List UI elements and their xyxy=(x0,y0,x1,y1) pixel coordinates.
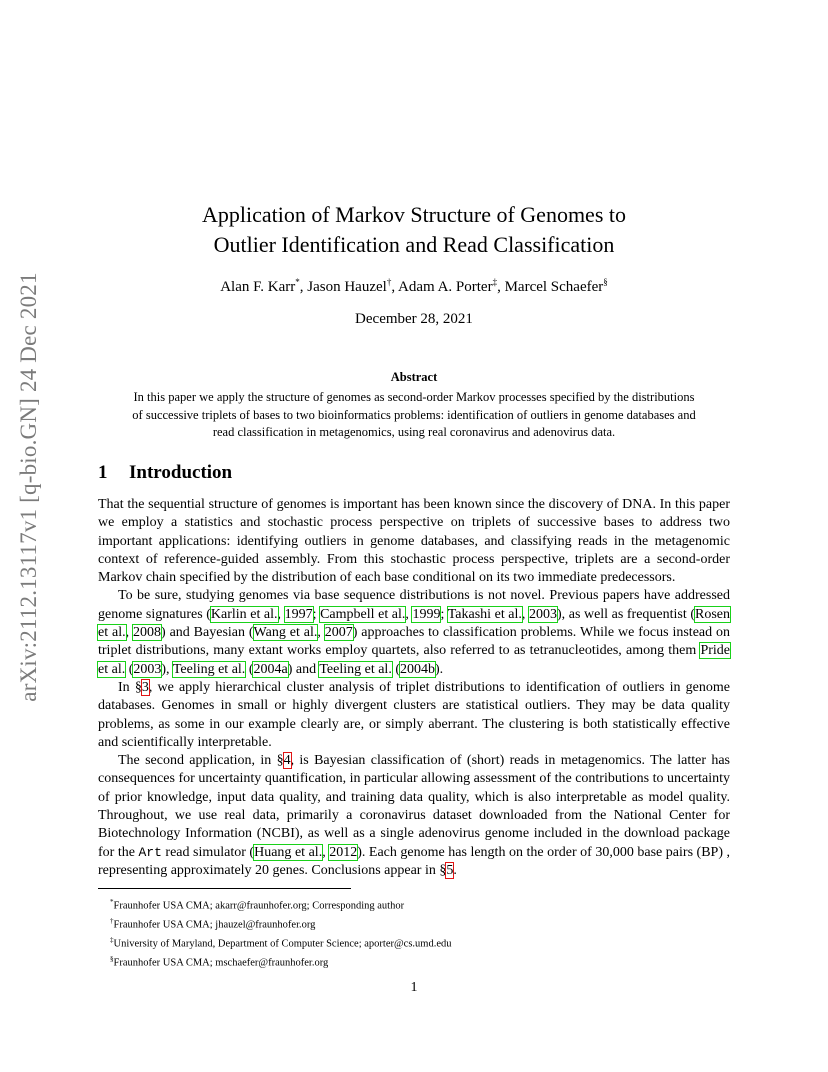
author-separator: , xyxy=(391,279,398,295)
citation-link[interactable]: Teeling et al. xyxy=(319,661,392,677)
footnote xyxy=(110,895,452,914)
section-heading xyxy=(98,462,232,484)
citation-link[interactable]: Karlin et al. xyxy=(210,606,278,622)
footnote xyxy=(110,952,452,971)
citation-link[interactable]: Rosen et al. xyxy=(98,606,730,641)
author-name: Marcel Schaefer xyxy=(504,279,604,295)
citation-link[interactable]: Wang et al. xyxy=(253,625,318,641)
citation-link[interactable]: 2008 xyxy=(133,625,162,641)
footnote-mark: § xyxy=(110,954,114,963)
footnote-mark: * xyxy=(110,898,114,906)
citation-link[interactable]: 2004a xyxy=(253,661,288,677)
section-ref-link[interactable]: 3 xyxy=(141,679,149,695)
paragraph-4: The second application, in §4, is Bayesian classification of (short) reads in metagenomics. The latter has consequences for uncertainty quantification, in particular allowing assessment of the contributions to uncertainty of prior knowledge, input data quality, and training data quality, which is also interpretable as model quality. Throughout, we use real data, primarily a coronavirus dataset downloaded from the National Center for Biotechnology Information (NCBI), as well as a single adenovirus genome included in the download package for the Art read simulator (Huang et al., 2012). Each genome has length on the order of 30,000 base pairs (BP) , representing approximately 20 genes. Conclusions appear in §5. xyxy=(98,753,731,878)
footnote xyxy=(110,933,452,952)
abstract-text: In this paper we apply the structure of genomes as second-order Markov processes specified by the distributions of successive triplets of bases to two bioinformatics problems: identification of outliers in genome databases and read classification in metagenomics, using real coronavirus and adenovirus data. xyxy=(132,390,696,439)
page-number: 1 xyxy=(410,980,418,995)
author-list xyxy=(0,277,828,296)
author-separator: , xyxy=(299,279,308,295)
citation-link[interactable]: Teeling et al. xyxy=(172,661,246,677)
code-art: Art xyxy=(138,844,162,860)
author-separator: , xyxy=(497,279,505,295)
citation-link[interactable]: 2012 xyxy=(329,844,358,860)
citation-link[interactable]: 2004b xyxy=(400,661,435,677)
abstract-heading: Abstract xyxy=(390,370,438,384)
footnote-rule xyxy=(98,888,351,889)
section-ref-link[interactable]: 5 xyxy=(446,862,454,878)
footnote-mark: † xyxy=(110,916,114,925)
author-footnote-mark[interactable]: § xyxy=(603,277,608,287)
footnote-text: Fraunhofer USA CMA; akarr@fraunhofer.org; Corresponding author xyxy=(113,900,405,912)
citation-link[interactable]: Huang et al. xyxy=(254,844,323,860)
paper-title xyxy=(0,200,828,260)
footnote-text: Fraunhofer USA CMA; jhauzel@fraunhofer.org xyxy=(113,919,316,931)
arxiv-stamp-text: arXiv:2112.13117v1 [q-bio.GN] 24 Dec 2021 xyxy=(16,271,41,702)
paragraph-3: In §3, we apply hierarchical cluster analysis of triplet distributions to identification of outliers in genome databases. Genomes in small or highly divergent clusters are statistical outliers. They may be data quality problems, as some in our example clearly are, or simply aberrant. The clustering is both statistically effective and scientifically interpretable. xyxy=(98,679,730,750)
footnote-text: University of Maryland, Department of Computer Science; aporter@cs.umd.edu xyxy=(113,938,452,950)
footnote-mark: ‡ xyxy=(110,935,114,944)
citation-link[interactable]: Campbell et al. xyxy=(320,606,406,622)
title-line-2: Outlier Identification and Read Classification xyxy=(213,232,615,257)
footnote xyxy=(110,914,452,933)
section-ref-link[interactable]: 4 xyxy=(283,753,291,769)
section-number: 1 xyxy=(98,462,108,483)
section-title: Introduction xyxy=(129,462,233,483)
footnote-text: Fraunhofer USA CMA; mschaefer@fraunhofer.org xyxy=(113,957,329,969)
title-line-1: Application of Markov Structure of Genomes to xyxy=(201,202,626,227)
author-name: Adam A. Porter xyxy=(398,279,493,295)
body-text xyxy=(98,496,730,880)
author-name: Alan F. Karr xyxy=(220,279,296,295)
author-name: Jason Hauzel xyxy=(307,279,387,295)
citation-link[interactable]: Pride et al. xyxy=(98,643,730,677)
author-footnote-mark[interactable]: ‡ xyxy=(492,277,498,287)
citation-link[interactable]: 1997 xyxy=(284,606,313,622)
citation-link[interactable]: 1999 xyxy=(412,606,441,622)
citation-link[interactable]: 2007 xyxy=(324,625,353,641)
citation-link[interactable]: Takashi et al. xyxy=(447,606,522,622)
citation-link[interactable]: 2003 xyxy=(133,661,162,677)
author-footnote-mark[interactable]: † xyxy=(386,277,392,287)
paragraph-2: To be sure, studying genomes via base sequence distributions is not novel. Previous papers have addressed genome signatures (Karlin et al., 1997; Campbell et al., 1999; Takashi et al., 2003), as well as frequentist (Rosen et al., 2008) and Bayesian (Wang et al., 2007) approaches to classification problems. While we focus instead on triplet distributions, many extant works employ quartets, also referred to as tetranucleotides, among them Pride et al. (2003), Teeling et al. (2004a) and Teeling et al. (2004b). xyxy=(98,588,731,677)
citation-link[interactable]: 2003 xyxy=(528,606,557,622)
arxiv-stamp xyxy=(14,268,44,705)
footnotes xyxy=(110,895,452,971)
paper-date: December 28, 2021 xyxy=(355,311,473,327)
author-footnote-mark[interactable]: * xyxy=(295,277,300,287)
paragraph-1: That the sequential structure of genomes is important has been known since the discovery of DNA. In this paper we employ a statistics and stochastic process perspective on triplets of successive bases to address two important applications: identifying outliers in genome databases, and classifying reads in the metagenomic context of reference-guided assembly. From this stochastic process perspective, triplets are a second-order Markov chain specified by the distribution of each base conditional on its two immediate predecessors. xyxy=(98,497,730,586)
